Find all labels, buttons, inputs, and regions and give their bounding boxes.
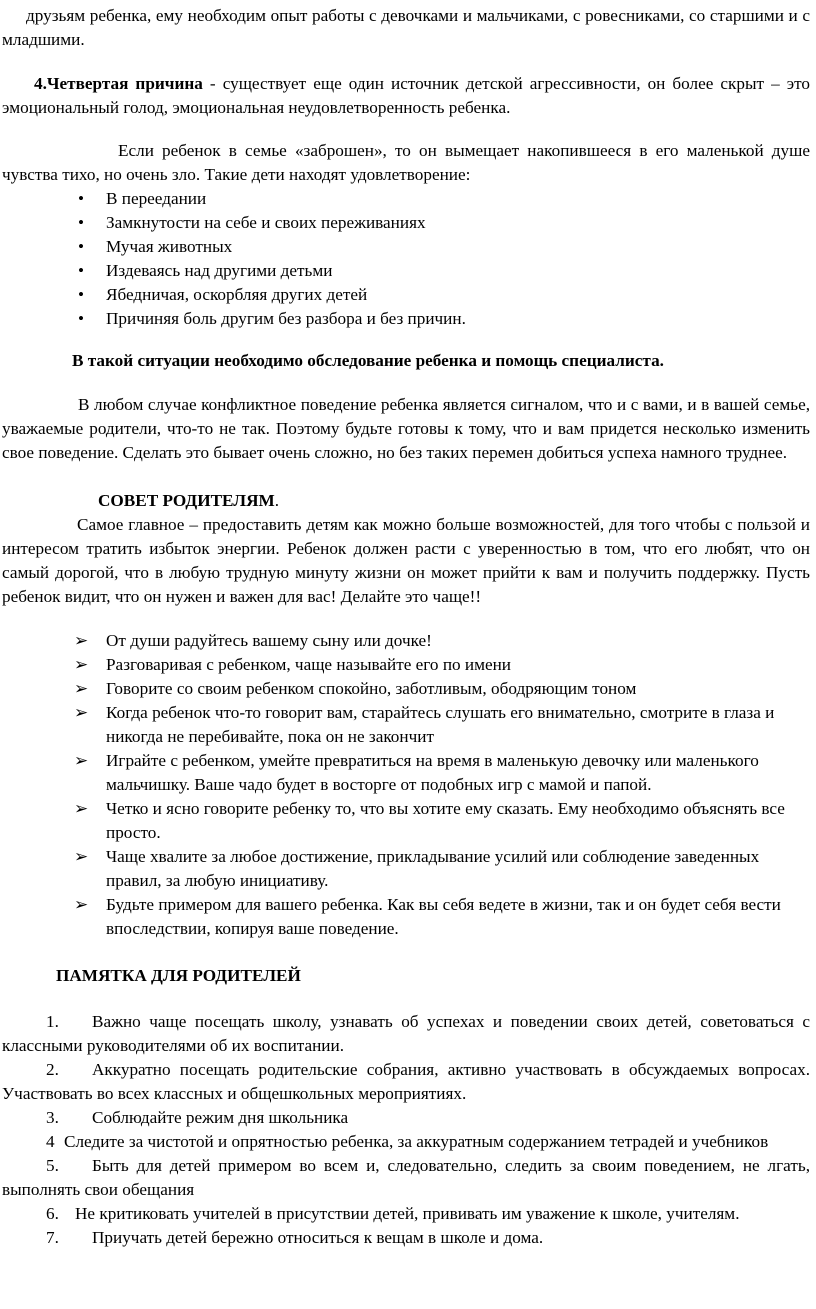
- list-item-text: Ябедничая, оскорбляя других детей: [106, 285, 368, 304]
- tip-item: [74, 797, 810, 845]
- document-page: [0, 4, 816, 1309]
- list-item-text: Мучая животных: [106, 237, 233, 256]
- memo-item-text: Приучать детей бережно относиться к вещам в школе и дома.: [92, 1228, 544, 1247]
- memo-item-text: Не критиковать учителей в присутствии детей, прививать им уважение к школе, учителям.: [75, 1204, 740, 1223]
- advice-paragraph: Самое главное – предоставить детям как можно больше возможностей, для того чтобы с пользой и интересом тратить избыток энергии. Ребенок должен расти с уверенностью в том, что его любят, что он самый дорогой, что в любую трудную минуту жизни он может прийти к вам и получить поддержку. Пусть ребенок видит, что он нужен и важен для вас! Делайте это чаще!!: [2, 515, 810, 606]
- arrow-bullet-icon: ➢: [74, 847, 89, 866]
- tip-item: [74, 893, 810, 941]
- memo-item: [2, 1202, 810, 1226]
- arrow-bullet-icon: ➢: [74, 799, 89, 818]
- cause-four-title: 4.Четвертая причина: [34, 74, 203, 93]
- memo-item-text: Быть для детей примером во всем и, следовательно, следить за своим поведением, не лгать, выполнять свои обещания: [2, 1156, 810, 1199]
- memo-item-text: Соблюдайте режим дня школьника: [92, 1108, 349, 1127]
- tip-text: Чаще хвалите за любое достижение, прикладывание усилий или соблюдение заведенных правил, за любую инициативу.: [106, 847, 760, 890]
- list-item: [78, 187, 810, 211]
- tip-text: Говорите со своим ребенком спокойно, заботливым, ободряющим тоном: [106, 679, 637, 698]
- memo-item-number: 3.: [46, 1108, 59, 1127]
- tip-item: [74, 845, 810, 893]
- memo-item-text: Важно чаще посещать школу, узнавать об успехах и поведении своих детей, советоваться с классными руководителями об их воспитании.: [2, 1012, 810, 1055]
- memo-item-text: Следите за чистотой и опрятностью ребенка, за аккуратным содержанием тетрадей и учебников: [64, 1132, 769, 1151]
- list-item-text: Причиняя боль другим без разбора и без причин.: [106, 309, 466, 328]
- arrow-bullet-icon: ➢: [74, 631, 89, 650]
- memo-item-number: 7.: [46, 1228, 59, 1247]
- tip-text: Будьте примером для вашего ребенка. Как вы себя ведете в жизни, так и он будет себя вести впоследствии, копируя ваше поведение.: [106, 895, 781, 938]
- bullet-icon: •: [78, 237, 85, 256]
- specialist-statement: В такой ситуации необходимо обследование ребенка и помощь специалиста.: [72, 351, 664, 370]
- tip-text: Четко и ясно говорите ребенку то, что вы хотите ему сказать. Ему необходимо объяснять все просто.: [106, 799, 785, 842]
- memo-item-text: Аккуратно посещать родительские собрания, активно участвовать в обсуждаемых вопросах. Участвовать во всех классных и общешкольных мероприятиях.: [2, 1060, 810, 1103]
- memo-heading: ПАМЯТКА ДЛЯ РОДИТЕЛЕЙ: [56, 966, 301, 985]
- list-item-text: Издеваясь над другими детьми: [106, 261, 333, 280]
- memo-item-number: 6.: [46, 1204, 59, 1223]
- memo-item: [2, 1058, 810, 1106]
- bullet-icon: •: [78, 261, 85, 280]
- memo-item: [2, 1010, 810, 1058]
- list-item: [78, 283, 810, 307]
- bullet-icon: •: [78, 309, 85, 328]
- advice-heading-text: СОВЕТ РОДИТЕЛЯМ: [98, 491, 275, 510]
- bullet-icon: •: [78, 189, 85, 208]
- memo-item: [2, 1154, 810, 1202]
- memo-item-number: 2.: [46, 1060, 59, 1079]
- satisfaction-list: [2, 187, 810, 331]
- list-item: [78, 259, 810, 283]
- arrow-bullet-icon: ➢: [74, 679, 89, 698]
- memo-item: [2, 1130, 810, 1154]
- arrow-bullet-icon: ➢: [74, 703, 89, 722]
- tip-item: [74, 701, 810, 749]
- list-item: [78, 211, 810, 235]
- list-item: [78, 235, 810, 259]
- tip-item: [74, 677, 810, 701]
- arrow-bullet-icon: ➢: [74, 895, 89, 914]
- tip-text: Когда ребенок что-то говорит вам, старайтесь слушать его внимательно, смотрите в глаза и никогда не перебивайте, пока он не закончит: [106, 703, 775, 746]
- cause-four-text: - существует еще один источник детской агрессивности, он более скрыт – это эмоциональный голод, эмоциональная неудовлетворенность ребенка.: [2, 74, 810, 117]
- tip-item: [74, 749, 810, 797]
- conflict-paragraph: В любом случае конфликтное поведение ребенка является сигналом, что и с вами, и в вашей семье, уважаемые родители, что-то не так. Поэтому будьте готовы к тому, что и вам придется несколько изменить свое поведение. Сделать это бывает очень сложно, но без таких перемен добиться успеха намного труднее.: [2, 395, 810, 462]
- tips-list: [2, 629, 810, 941]
- neglect-paragraph: Если ребенок в семье «заброшен», то он вымещает накопившееся в его маленькой душе чувства тихо, но очень зло. Такие дети находят удовлетворение:: [2, 141, 810, 184]
- memo-list: [2, 1010, 810, 1250]
- advice-heading-dot: .: [274, 491, 280, 510]
- arrow-bullet-icon: ➢: [74, 655, 89, 674]
- memo-item: [2, 1226, 810, 1250]
- tip-item: [74, 653, 810, 677]
- memo-item-number: 5.: [46, 1156, 59, 1175]
- list-item-text: В переедании: [106, 189, 207, 208]
- bullet-icon: •: [78, 213, 85, 232]
- list-item-text: Замкнутости на себе и своих переживаниях: [106, 213, 426, 232]
- memo-item-number: 4: [46, 1132, 55, 1151]
- memo-item: [2, 1106, 810, 1130]
- bullet-icon: •: [78, 285, 85, 304]
- tip-text: Играйте с ребенком, умейте превратиться на время в маленькую девочку или маленького мальчишку. Ваше чадо будет в восторге от подобных игр с мамой и папой.: [106, 751, 759, 794]
- cause-four-paragraph: [2, 72, 810, 120]
- arrow-bullet-icon: ➢: [74, 751, 89, 770]
- advice-heading: [2, 489, 810, 513]
- list-item: [78, 307, 810, 331]
- tip-text: От души радуйтесь вашему сыну или дочке!: [106, 631, 432, 650]
- tip-item: [74, 629, 810, 653]
- intro-paragraph: друзьям ребенка, ему необходим опыт работы с девочками и мальчиками, с ровесниками, со старшими и с младшими.: [2, 6, 810, 49]
- tip-text: Разговаривая с ребенком, чаще называйте его по имени: [106, 655, 512, 674]
- memo-item-number: 1.: [46, 1012, 59, 1031]
